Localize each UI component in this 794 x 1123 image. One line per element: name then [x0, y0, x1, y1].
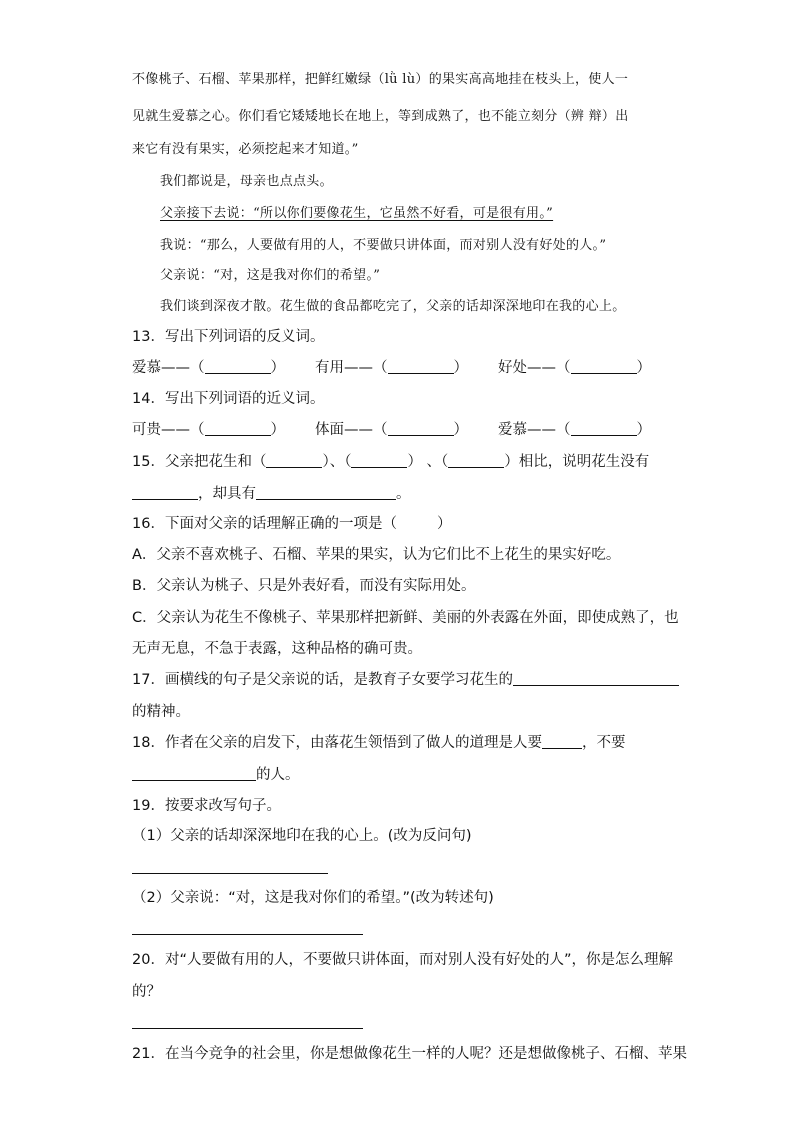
- question-21-line-1: 21．在当今竞争的社会里，你是想做像花生一样的人呢？还是想做像桃子、石榴、苹果: [132, 1046, 687, 1062]
- q16-option-b[interactable]: B．父亲认为桃子、只是外表好看，而没有实际用处。: [132, 578, 476, 594]
- q15-blank-3[interactable]: [448, 452, 504, 468]
- question-19-prompt: 19．按要求改写句子。: [132, 798, 281, 814]
- question-20-line-2: 的？: [132, 984, 161, 1000]
- question-17-line-1: [132, 670, 679, 690]
- q16-option-c-line-1[interactable]: C．父亲认为花生不像桃子、苹果那样把新鲜、美丽的外表露在外面，即使成熟了，也: [132, 610, 679, 626]
- passage-line-1: 不像桃子、石榴、苹果那样，把鲜红嫩绿（lǜ lù）的果实高高地挂在枝头上，使人一: [132, 72, 629, 87]
- q13-word-1: 爱慕——: [132, 360, 190, 376]
- q15-text-d: ）相比，说明花生没有: [504, 454, 650, 470]
- q14-blank-2[interactable]: [388, 420, 454, 436]
- q15-text-f: 。: [396, 486, 411, 502]
- question-13-row: 爱慕——（ ） 有用——（ ） 好处——（ ）: [132, 360, 651, 376]
- q19-answer-line-1[interactable]: [132, 873, 328, 874]
- passage-line-3: 来它有没有果实，必须挖起来才知道。”: [132, 142, 359, 157]
- q13-word-2: 有用——: [315, 360, 373, 376]
- q18-text-c: 的人。: [256, 767, 300, 783]
- question-15-line-1: [132, 452, 649, 472]
- q18-text-a: 18．作者在父亲的启发下，由落花生领悟到了做人的道理是人要: [132, 735, 542, 751]
- q15-text-a: 15．父亲把花生和（: [132, 454, 267, 470]
- q14-blank-1[interactable]: [205, 420, 271, 436]
- question-14-prompt: 14．写出下列词语的近义词。: [132, 391, 325, 407]
- passage-paragraph-2: 我们都说是，母亲也点点头。: [160, 174, 333, 189]
- q18-blank-1[interactable]: [542, 733, 582, 749]
- passage-line-2: 见就生爱慕之心。你们看它矮矮地长在地上，等到成熟了，也不能立刻分（辨 辩）出: [132, 109, 629, 124]
- q17-text-a: 17．画横线的句子是父亲说的话，是教育子女要学习花生的: [132, 672, 513, 688]
- question-18-line-2: [132, 765, 300, 785]
- passage-paragraph-4: 我说：“那么，人要做有用的人，不要做只讲体面，而对别人没有好处的人。”: [160, 238, 607, 253]
- question-13-prompt: 13．写出下列词语的反义词。: [132, 329, 325, 345]
- question-15-line-2: [132, 484, 411, 504]
- q13-blank-3[interactable]: [571, 358, 637, 374]
- q19-answer-line-2[interactable]: [132, 934, 363, 935]
- q18-blank-2[interactable]: [132, 765, 256, 781]
- q19-sentence-2: （2）父亲说：“对，这是我对你们的希望。”(改为转述句): [132, 890, 494, 906]
- question-20-line-1: 20．对“人要做有用的人，不要做只讲体面，而对别人没有好处的人”，你是怎么理解: [132, 952, 673, 968]
- question-17-line-2: 的精神。: [132, 704, 190, 720]
- underlined-sentence: 父亲接下去说：“所以你们要像花生，它虽然不好看，可是很有用。”: [160, 206, 554, 221]
- q16-option-c-line-2: 无声无息，不急于表露，这种品格的确可贵。: [132, 641, 422, 657]
- passage-paragraph-5: 父亲说：“对，这是我对你们的希望。”: [160, 268, 381, 283]
- q14-word-2: 体面——: [315, 422, 373, 438]
- q14-word-1: 可贵——: [132, 422, 190, 438]
- question-18-line-1: [132, 733, 625, 753]
- question-14-row: 可贵——（ ） 体面——（ ） 爱慕——（ ）: [132, 422, 651, 438]
- q15-text-e: ，却具有: [198, 486, 256, 502]
- q15-blank-5[interactable]: [256, 484, 396, 500]
- q19-sentence-1: （1）父亲的话却深深地印在我的心上。(改为反问句): [132, 828, 472, 844]
- q15-blank-1[interactable]: [266, 452, 322, 468]
- q13-word-3: 好处——: [498, 360, 556, 376]
- passage-paragraph-6: 我们谈到深夜才散。花生做的食品都吃完了，父亲的话却深深地印在我的心上。: [160, 299, 626, 314]
- q15-blank-4[interactable]: [132, 484, 198, 500]
- q18-text-b: ，不要: [581, 735, 626, 751]
- q15-text-b: ）、（: [322, 454, 352, 470]
- q14-word-3: 爱慕——: [498, 422, 556, 438]
- q15-blank-2[interactable]: [351, 452, 407, 468]
- q15-text-c: ） 、（: [407, 454, 449, 470]
- q17-blank[interactable]: [513, 670, 679, 686]
- q16-prompt-text: 16．下面对父亲的话理解正确的一项是（: [132, 516, 397, 532]
- q13-blank-2[interactable]: [388, 358, 454, 374]
- q16-option-a[interactable]: A．父亲不喜欢桃子、石榴、苹果的果实，认为它们比不上花生的果实好吃。: [132, 547, 621, 563]
- q20-answer-line[interactable]: [132, 1028, 363, 1029]
- q14-blank-3[interactable]: [571, 420, 637, 436]
- question-16-prompt: [132, 514, 451, 534]
- q16-close-paren: ）: [436, 516, 452, 532]
- q13-blank-1[interactable]: [205, 358, 271, 374]
